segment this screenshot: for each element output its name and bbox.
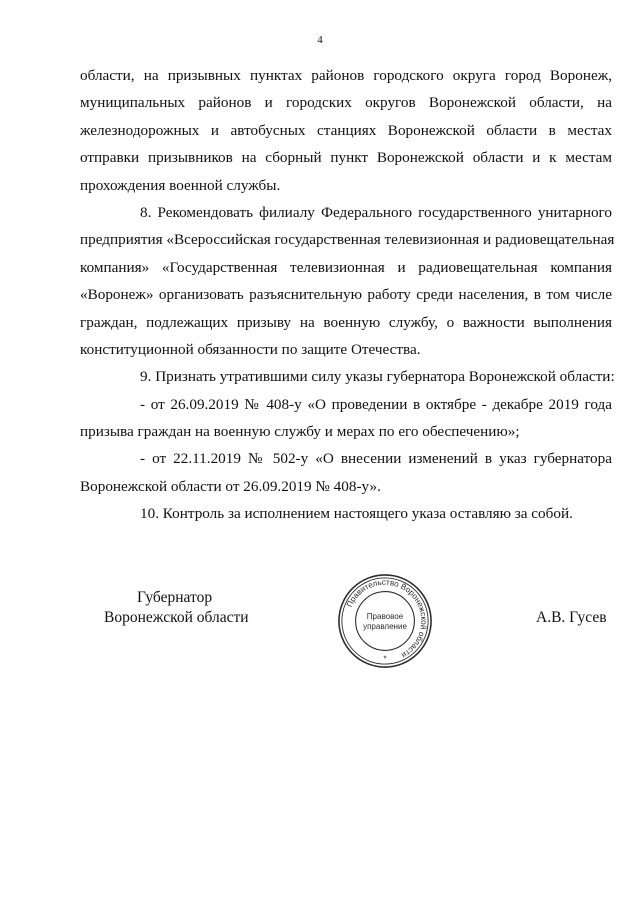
- text-line: муниципальных районов и городских округов Воронежской области, на: [80, 94, 612, 112]
- signatory-title-line1: Губернатор: [137, 589, 213, 606]
- text-line: Воронежской области от 26.09.2019 № 408-у».: [80, 477, 381, 495]
- text-line: 10. Контроль за исполнением настоящего указа оставляю за собой.: [140, 505, 573, 523]
- text-line: железнодорожных и автобусных станциях Воронежской области в местах: [80, 121, 612, 139]
- text-line: конституционной обязанности по защите Отечества.: [80, 340, 421, 358]
- document-body: [80, 62, 615, 528]
- signatory-name: А.В. Гусев: [536, 609, 607, 626]
- paragraph-subitem-repeal-502: [80, 445, 612, 500]
- text-line: области, на призывных пунктах районов городского округа город Воронеж,: [80, 67, 612, 84]
- text-line: граждан, подлежащих призыву на военную службу, о важности выполнения: [80, 313, 612, 331]
- text-line: - от 22.11.2019 № 502-у «О внесении изменений в указ губернатора: [140, 450, 612, 468]
- paragraph-item-8: [80, 199, 615, 363]
- text-line: - от 26.09.2019 № 408-у «О проведении в октябре - декабре 2019 года: [140, 395, 612, 413]
- official-stamp: [336, 572, 434, 670]
- text-line: предприятия «Всероссийская государственная телевизионная и радиовещательная: [80, 231, 615, 249]
- signatory-title: [104, 588, 249, 628]
- signatory-title-line2: Воронежской области: [104, 609, 249, 626]
- paragraph-item-9: [80, 363, 615, 390]
- text-line: 8. Рекомендовать филиалу Федерального государственного унитарного: [140, 203, 612, 221]
- stamp-center-line2: управление: [363, 621, 407, 631]
- text-line: отправки призывников на сборный пункт Воронежской области и к местам: [80, 149, 612, 167]
- page-number: 4: [317, 34, 323, 46]
- text-line: прохождения военной службы.: [80, 176, 281, 194]
- paragraph-subitem-repeal-408: [80, 391, 612, 446]
- text-line: компания» «Государственная телевизионная и радиовещательная компания: [80, 258, 612, 276]
- text-line: «Воронеж» организовать разъяснительную работу среди населения, в том числе: [80, 286, 612, 304]
- text-line: призыва граждан на военную службу и мерах по его обеспечению»;: [80, 423, 520, 441]
- stamp-center-line1: Правовое: [366, 612, 404, 622]
- paragraph-continuation: [80, 62, 612, 199]
- stamp-star-icon: *: [383, 654, 387, 664]
- stamp-ring-textpath: Правительство Воронежской области: [344, 577, 429, 660]
- text-line: 9. Признать утратившими силу указы губернатора Воронежской области:: [140, 368, 615, 386]
- paragraph-item-10: [80, 500, 612, 527]
